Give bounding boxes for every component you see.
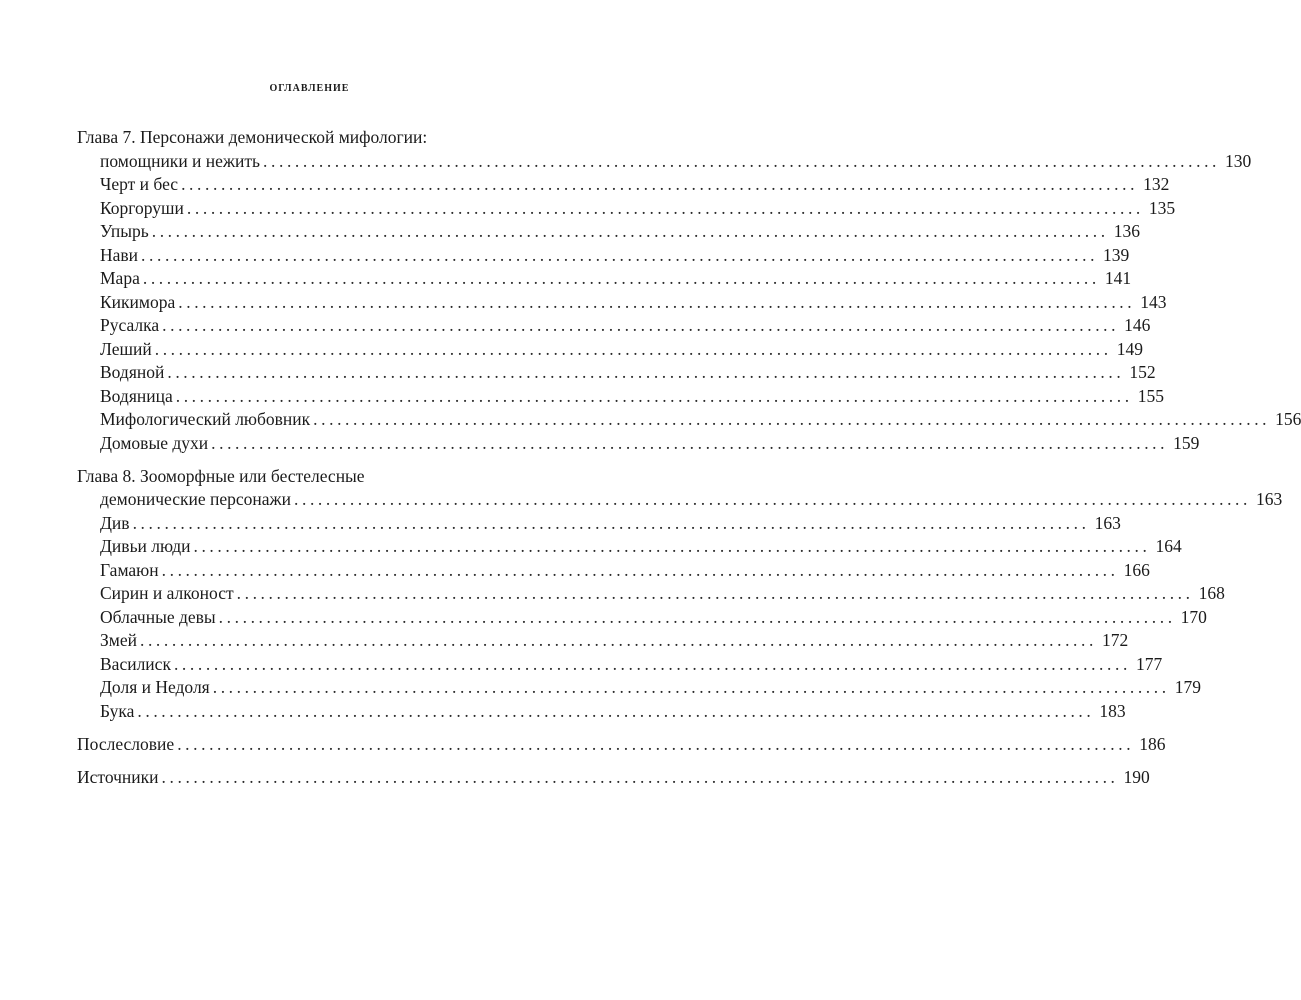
- dot-leader: ........................................................................................................................: [211, 432, 1169, 453]
- entry-page: 177: [1135, 653, 1163, 674]
- toc-entry[interactable]: [77, 582, 1225, 606]
- toc-entry[interactable]: [77, 606, 1207, 630]
- entry-page: 136: [1113, 221, 1140, 241]
- dot-leader: ........................................................................................................................: [137, 700, 1095, 721]
- entry-label: Облачные девы: [100, 606, 216, 627]
- entry-label: Мифологический любовник: [100, 409, 311, 429]
- toc-entry[interactable]: [77, 653, 1163, 677]
- entry-label: Леший: [100, 338, 152, 359]
- toc-entry[interactable]: [77, 432, 1200, 456]
- toc-entry[interactable]: [77, 559, 1150, 583]
- dot-leader: ........................................................................................................................: [236, 583, 1194, 603]
- entry-page: 179: [1174, 677, 1201, 697]
- dot-leader: ........................................................................................................................: [193, 536, 1151, 556]
- entry-label: Послесловие: [77, 733, 175, 754]
- entry-label: Домовые духи: [100, 432, 209, 453]
- afterword-entry[interactable]: [77, 733, 1166, 757]
- dot-leader: ........................................................................................................................: [139, 630, 1097, 650]
- toc-entry[interactable]: [77, 629, 1129, 653]
- entry-label: Див: [100, 512, 130, 533]
- entry-label: Упырь: [100, 221, 149, 241]
- entry-page: 186: [1139, 733, 1166, 754]
- entry-label: Доля и Недоля: [100, 677, 210, 697]
- entry-label: Гамаюн: [100, 559, 159, 580]
- toc-entry[interactable]: [77, 338, 1143, 362]
- dot-leader: ........................................................................................................................: [132, 512, 1090, 533]
- dot-leader: ........................................................................................................................: [175, 385, 1133, 406]
- toc-entry[interactable]: [77, 535, 1182, 559]
- dot-leader: ........................................................................................................................: [181, 174, 1139, 194]
- entry-label: Василиск: [100, 653, 171, 674]
- entry-page: 166: [1123, 559, 1150, 580]
- toc-entry[interactable]: [77, 220, 1140, 244]
- dot-leader: ........................................................................................................................: [218, 606, 1176, 627]
- entry-page: 172: [1101, 630, 1129, 650]
- entry-label: Источники: [77, 766, 159, 787]
- dot-leader: ........................................................................................................................: [151, 221, 1109, 241]
- entry-label: Коргоруши: [100, 197, 184, 218]
- entry-label: помощники и нежить: [100, 150, 261, 171]
- table-of-contents: [77, 126, 1301, 789]
- toc-entry[interactable]: [77, 408, 1301, 432]
- dot-leader: ........................................................................................................................: [162, 315, 1120, 335]
- chapter-7-subtitle-entry[interactable]: [77, 150, 1252, 174]
- chapter-7-heading[interactable]: Глава 7. Персонажи демонической мифологии:: [77, 127, 428, 147]
- toc-entry[interactable]: [77, 314, 1151, 338]
- page-title: оглавление: [269, 80, 350, 95]
- dot-leader: ........................................................................................................................: [186, 197, 1144, 218]
- chapter-8-subtitle-entry[interactable]: [77, 488, 1283, 512]
- dot-leader: ........................................................................................................................: [294, 489, 1251, 509]
- entry-page: 130: [1225, 150, 1252, 171]
- entry-page: 170: [1180, 606, 1207, 627]
- dot-leader: ........................................................................................................................: [154, 338, 1112, 359]
- entry-label: Бука: [100, 700, 135, 721]
- entry-page: 146: [1124, 315, 1151, 335]
- dot-leader: ........................................................................................................................: [313, 409, 1271, 429]
- chapter-8-heading[interactable]: Глава 8. Зооморфные или бестелесные: [77, 465, 365, 486]
- entry-page: 141: [1104, 268, 1132, 288]
- toc-entry[interactable]: [77, 244, 1130, 268]
- entry-label: Дивьи люди: [100, 536, 191, 556]
- entry-page: 183: [1099, 700, 1126, 721]
- entry-page: 190: [1123, 766, 1150, 787]
- dot-leader: ........................................................................................................................: [161, 559, 1119, 580]
- dot-leader: ........................................................................................................................: [142, 268, 1100, 288]
- entry-page: 163: [1094, 512, 1121, 533]
- entry-label: Сирин и алконост: [100, 583, 234, 603]
- entry-page: 139: [1103, 244, 1130, 265]
- dot-leader: ........................................................................................................................: [141, 244, 1099, 265]
- chapter-7-items: [77, 173, 1301, 455]
- entry-label: Кикимора: [100, 291, 176, 312]
- dot-leader: ........................................................................................................................: [177, 733, 1135, 754]
- toc-entry[interactable]: [77, 291, 1167, 315]
- toc-entry[interactable]: [77, 385, 1164, 409]
- entry-label: Водяница: [100, 385, 173, 406]
- dot-leader: ........................................................................................................................: [167, 362, 1125, 382]
- dot-leader: ........................................................................................................................: [263, 150, 1221, 171]
- entry-label: Водяной: [100, 362, 165, 382]
- toc-entry[interactable]: [77, 676, 1201, 700]
- entry-label: Нави: [100, 244, 139, 265]
- entry-page: 135: [1148, 197, 1176, 218]
- dot-leader: ........................................................................................................................: [212, 677, 1170, 697]
- entry-label: Мара: [100, 268, 140, 288]
- toc-entry[interactable]: [77, 361, 1156, 385]
- entry-page: 155: [1137, 385, 1164, 406]
- toc-entry[interactable]: [77, 197, 1176, 221]
- entry-page: 163: [1256, 489, 1283, 509]
- entry-page: 164: [1155, 536, 1182, 556]
- entry-label: демонические персонажи: [100, 489, 291, 509]
- chapter-8-items: [77, 512, 1225, 724]
- entry-label: Змей: [100, 630, 137, 650]
- entry-page: 152: [1129, 362, 1156, 382]
- entry-page: 149: [1116, 338, 1143, 359]
- entry-page: 156: [1275, 409, 1301, 429]
- sources-entry[interactable]: [77, 766, 1150, 790]
- toc-entry[interactable]: [77, 512, 1121, 536]
- entry-page: 132: [1143, 174, 1170, 194]
- entry-label: Черт и бес: [100, 174, 179, 194]
- dot-leader: ........................................................................................................................: [178, 291, 1136, 312]
- toc-entry[interactable]: [77, 173, 1170, 197]
- entry-page: 159: [1173, 432, 1200, 453]
- toc-entry[interactable]: [77, 700, 1126, 724]
- entry-label: Русалка: [100, 315, 160, 335]
- toc-entry[interactable]: [77, 267, 1132, 291]
- dot-leader: ........................................................................................................................: [173, 653, 1131, 674]
- entry-page: 143: [1140, 291, 1167, 312]
- entry-page: 168: [1198, 583, 1225, 603]
- dot-leader: ........................................................................................................................: [161, 766, 1119, 787]
